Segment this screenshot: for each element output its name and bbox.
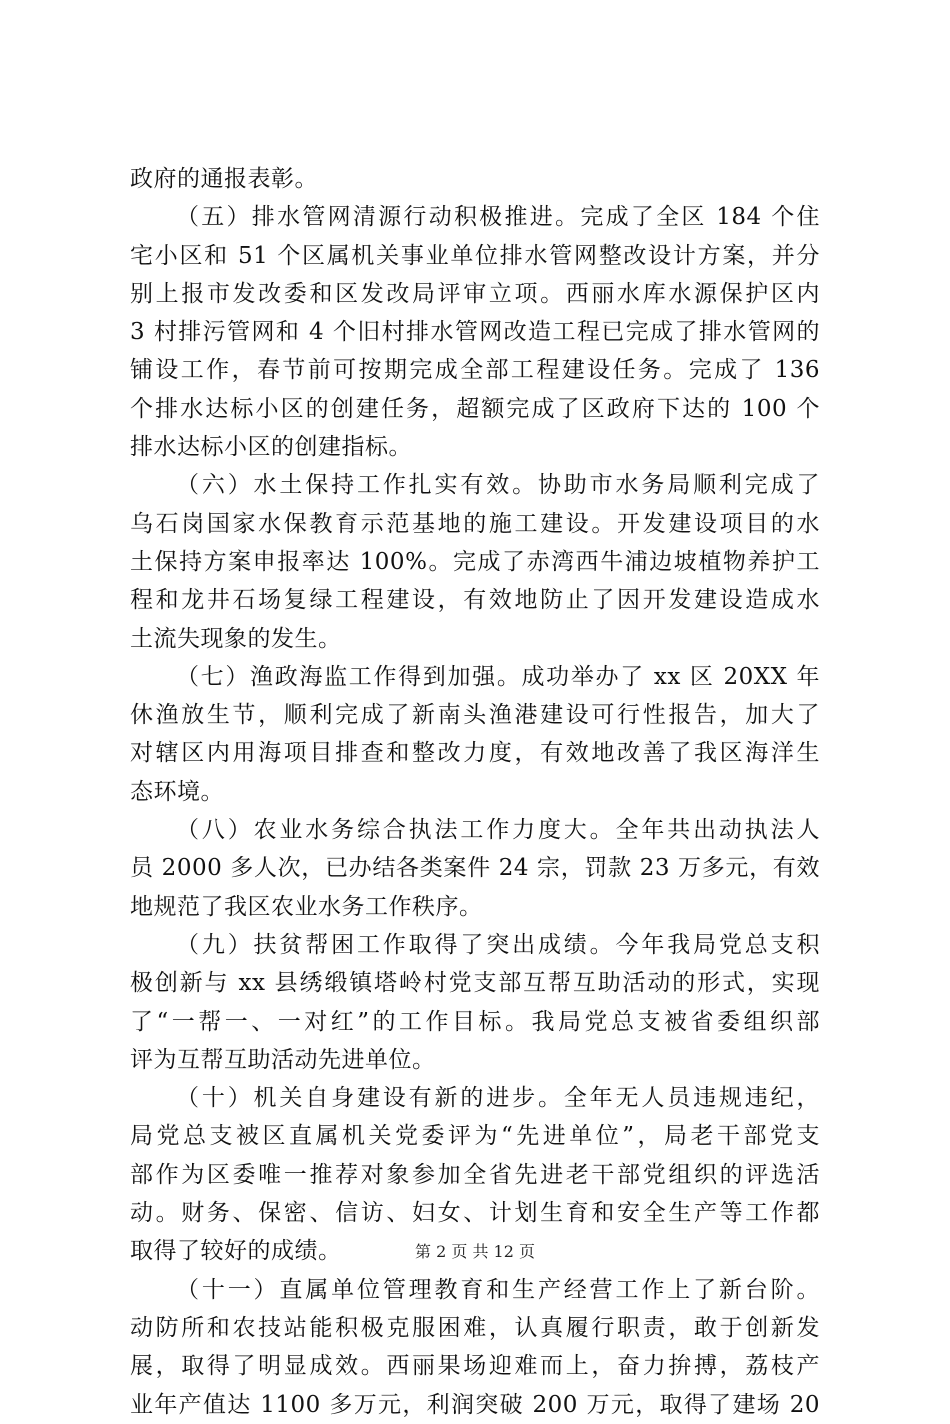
text-line: 宅小区和 51 个区属机关事业单位排水管网整改设计方案，并分 bbox=[130, 242, 820, 269]
text-line: 乌石岗国家水保教育示范基地的施工建设。开发建设项目的水 bbox=[130, 510, 820, 537]
text-line: 动。财务、保密、信访、妇女、计划生育和安全生产等工作都 bbox=[130, 1200, 820, 1227]
text-line: （九）扶贫帮困工作取得了突出成绩。今年我局党总支积 bbox=[176, 931, 820, 958]
text-line: 政府的通报表彰。 bbox=[130, 166, 318, 192]
text-line: （十一）直属单位管理教育和生产经营工作上了新台阶。 bbox=[176, 1276, 820, 1303]
text-line: 了“一帮一、一对红”的工作目标。我局党总支被省委组织部 bbox=[130, 1008, 820, 1035]
text-line: 土流失现象的发生。 bbox=[130, 625, 342, 652]
text-line: （十）机关自身建设有新的进步。全年无人员违规违纪， bbox=[176, 1085, 820, 1112]
text-line: 取得了较好的成绩。 bbox=[130, 1238, 342, 1265]
text-line: 土保持方案申报率达 100%。完成了赤湾西牛浦边坡植物养护工 bbox=[130, 548, 820, 575]
text-line: 极创新与 xx 县绣缎镇塔岭村党支部互帮互助活动的形式，实现 bbox=[130, 970, 820, 997]
text-line: 休渔放生节，顺利完成了新南头渔港建设可行性报告，加大了 bbox=[130, 702, 820, 729]
text-line: 铺设工作，春节前可按期完成全部工程建设任务。完成了 136 bbox=[130, 357, 820, 384]
text-line: 程和龙井石场复绿工程建设，有效地防止了因开发建设造成水 bbox=[130, 587, 820, 614]
text-line: 员 2000 多人次，已办结各类案件 24 宗，罚款 23 万多元，有效 bbox=[130, 855, 820, 882]
document-body bbox=[130, 160, 820, 1424]
text-line: 业年产值达 1100 多万元，利润突破 200 万元，取得了建场 20 bbox=[130, 1391, 820, 1418]
page-footer: 第 2 页 共 12 页 bbox=[415, 1242, 535, 1261]
text-line: 评为互帮互助活动先进单位。 bbox=[130, 1046, 436, 1073]
text-line: 局党总支被区直属机关党委评为“先进单位”，局老干部党支 bbox=[130, 1123, 820, 1150]
text-line: （八）农业水务综合执法工作力度大。全年共出动执法人 bbox=[176, 817, 820, 844]
text-line: 别上报市发改委和区发改局评审立项。西丽水库水源保护区内 bbox=[130, 280, 820, 307]
text-line: （五）排水管网清源行动积极推进。完成了全区 184 个住 bbox=[176, 204, 820, 231]
text-line: 对辖区内用海项目排查和整改力度，有效地改善了我区海洋生 bbox=[130, 740, 820, 767]
text-line: （七）渔政海监工作得到加强。成功举办了 xx 区 20XX 年 bbox=[176, 663, 820, 690]
text-line: 展，取得了明显成效。西丽果场迎难而上，奋力拚搏，荔枝产 bbox=[130, 1353, 820, 1380]
text-line: 3 村排污管网和 4 个旧村排水管网改造工程已完成了排水管网的 bbox=[130, 319, 820, 346]
text-line: 态环境。 bbox=[130, 778, 224, 805]
text-line: （六）水土保持工作扎实有效。协助市水务局顺利完成了 bbox=[176, 472, 820, 499]
text-line: 地规范了我区农业水务工作秩序。 bbox=[130, 893, 483, 920]
text-line: 动防所和农技站能积极克服困难，认真履行职责，敢于创新发 bbox=[130, 1314, 820, 1341]
text-line: 部作为区委唯一推荐对象参加全省先进老干部党组织的评选活 bbox=[130, 1161, 820, 1188]
text-line: 排水达标小区的创建指标。 bbox=[130, 434, 412, 461]
text-line: 个排水达标小区的创建任务，超额完成了区政府下达的 100 个 bbox=[130, 395, 820, 422]
